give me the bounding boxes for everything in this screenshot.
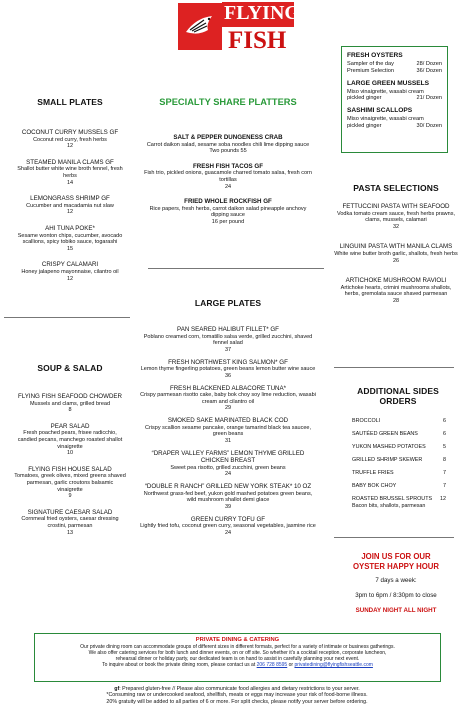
side-price: 8 <box>443 457 446 463</box>
oyster-section-title: FRESH OYSTERS <box>347 52 403 59</box>
happy-hour-line1: JOIN US FOR OUR <box>361 552 431 561</box>
pasta-section <box>334 183 458 318</box>
side-description: Bacon bits, shallots, parmesan <box>352 502 426 509</box>
item-description: Lemon thyme fingerling potatoes, green beans lemon butter wine sauce <box>140 366 316 373</box>
oyster-row <box>347 68 442 75</box>
item-name: LEMONGRASS SHRIMP GF <box>30 195 110 203</box>
item-name: GREEN CURRY TOFU GF <box>190 515 266 523</box>
oyster-row <box>347 95 442 102</box>
private-dining-title: PRIVATE DINING & CATERING <box>195 637 280 643</box>
side-name: YUKON MASHED POTATOES <box>352 444 426 450</box>
item-name: SALT & PEPPER DUNGENESS CRAB <box>173 134 283 141</box>
soup-salad-section <box>14 363 126 545</box>
menu-item <box>14 423 126 457</box>
oyster-box <box>341 46 448 153</box>
menu-item <box>140 385 316 412</box>
sides-title: ADDITIONAL SIDES ORDERS <box>357 386 439 406</box>
item-price: 37 <box>224 346 232 353</box>
side-item <box>352 431 446 438</box>
item-price: 36 <box>224 372 232 379</box>
raw-food-warning: *Consuming raw or undercooked seafood, shellfish, meats or eggs may increase your risk of food-borne illness. <box>106 692 368 699</box>
pasta-title: PASTA SELECTIONS <box>353 183 439 193</box>
item-price: Two pounds 55 <box>209 148 247 155</box>
item-name: CRISPY CALAMARI <box>41 261 99 269</box>
item-price: 29 <box>224 405 232 412</box>
private-dining-contact <box>41 662 434 668</box>
oyster-row <box>347 61 442 68</box>
item-price: 39 <box>224 504 232 510</box>
private-dining-line: We also offer catering services for both lunch and dinner events, on or off site. So whether it’s a cocktail reception, corporate luncheon, <box>88 650 387 656</box>
item-price: 12 <box>66 209 74 216</box>
oyster-section-title: LARGE GREEN MUSSELS <box>347 79 430 87</box>
private-dining-line: rehearsal dinner or holiday party, our dedicated team is on hand to assist in carefully planning your next event. <box>115 656 360 662</box>
menu-item <box>14 159 126 186</box>
side-row <box>352 418 446 425</box>
divider <box>334 367 454 368</box>
side-item <box>352 457 446 464</box>
large-plates-section <box>140 298 316 542</box>
item-name: SIGNATURE CAESAR SALAD <box>27 508 113 516</box>
side-name: BABY BOK CHOY <box>352 483 397 489</box>
item-name: FRIED WHOLE ROCKFISH GF <box>184 198 272 206</box>
side-item <box>352 444 446 451</box>
item-price: 8 <box>68 407 72 414</box>
item-description: Poblano creamed corn, tomatillo salsa verde, grilled zucchini, shaved fennel salad <box>143 333 313 347</box>
soup-salad-title: SOUP & SALAD <box>37 363 103 373</box>
item-price: 24 <box>224 183 232 190</box>
happy-hour-sunday: SUNDAY NIGHT ALL NIGHT <box>355 607 437 614</box>
item-description: Honey jalapeno mayonnaise, cilantro oil <box>21 268 119 275</box>
side-name: GRILLED SHRIMP SKEWER <box>352 457 423 463</box>
item-description: Artichoke hearts, crimini mushrooms shallots, herbs, gremolata sauce shaved parmesan <box>340 284 452 298</box>
specialty-title: SPECIALTY SHARE PLATTERS <box>159 97 297 107</box>
item-name: STEAMED MANILA CLAMS GF <box>26 158 114 166</box>
menu-item <box>140 163 316 190</box>
menu-item <box>140 516 316 537</box>
menu-item <box>14 466 126 500</box>
menu-item <box>140 417 316 444</box>
item-description: Vodka tomato cream sauce, fresh herbs prawns, clams, mussels, calamari <box>336 210 455 224</box>
item-name: FLYING FISH HOUSE SALAD <box>28 465 112 473</box>
menu-item <box>334 277 458 304</box>
bottom-notes <box>20 686 454 705</box>
item-description: Lightly fried tofu, coconut green curry, seasonal vegetables, jasmine rice <box>140 523 316 530</box>
divider <box>148 268 324 269</box>
large-plates-title: LARGE PLATES <box>194 298 262 308</box>
item-description: Shallot butter white wine broth fennel, fresh herbs <box>17 166 123 179</box>
item-price: 15 <box>66 245 74 252</box>
item-price: 10 <box>66 450 74 457</box>
side-price: 5 <box>443 444 446 450</box>
item-name: FRESH NORTHWEST KING SALMON* GF <box>168 358 288 366</box>
oyster-row-label: Miso vinaigrette, wasabi cream <box>347 88 424 95</box>
oyster-row <box>347 123 442 130</box>
oyster-row-price: 36/ Dozen <box>416 67 442 74</box>
menu-item <box>334 203 458 230</box>
item-description: Sweet pea risotto, grilled zucchini, green beans <box>170 464 286 471</box>
menu-item <box>140 134 316 155</box>
item-description: Carrot daikon salad, sesame soba noodles chili lime dipping sauce <box>146 141 310 148</box>
side-name: ROASTED BRUSSEL SPROUTS <box>352 496 433 502</box>
item-price: 14 <box>66 179 74 186</box>
divider <box>4 317 130 318</box>
happy-hour-section <box>334 552 458 614</box>
item-name: COCONUT CURRY MUSSELS GF <box>21 129 119 136</box>
side-price: 6 <box>443 431 446 437</box>
private-dining-box <box>34 633 441 682</box>
item-description: Mussels and clams, grilled bread <box>29 400 111 407</box>
item-description: Northwest grass-fed beef, yukon gold mashed potatoes green beans, wild mushroom shallot demi glace <box>143 490 313 504</box>
item-name: FETTUCCINI PASTA WITH SEAFOOD <box>342 203 450 210</box>
item-price: 24 <box>224 471 232 478</box>
item-name: LINGUINI PASTA WITH MANILA CLAMS <box>339 243 453 251</box>
side-row <box>352 457 446 464</box>
item-price: 16 per pound <box>211 218 245 225</box>
flying-fish-logo <box>178 0 300 78</box>
side-row <box>352 483 446 490</box>
logo-word-fish: FISH <box>228 27 287 54</box>
menu-item <box>140 198 316 225</box>
oyster-row-label: Miso vinaigrette, wasabi cream <box>347 116 424 123</box>
item-description: Cornmeal fried oysters, caesar dressing crostini, parmesan <box>21 516 119 529</box>
item-description: Cucumber and macadamia nut slaw <box>26 202 114 209</box>
divider <box>334 537 454 538</box>
item-description: Coconut red curry, fresh herbs <box>33 136 107 143</box>
logo-word-flying: FLYING <box>224 2 300 24</box>
side-row <box>352 496 446 503</box>
menu-item <box>140 359 316 380</box>
menu-item <box>14 225 126 252</box>
item-name: PAN SEARED HALIBUT FILLET* GF <box>177 326 279 333</box>
item-description: Crispy parmesan risotto cake, baby bok choy soy lime reduction, wasabi cream and cilantro oil <box>140 392 316 405</box>
item-name: FLYING FISH SEAFOOD CHOWDER <box>17 393 123 400</box>
item-description: Crispy scallion sesame pancake, orange tamarind black tea saucee, green beans <box>144 424 311 438</box>
menu-item <box>14 129 126 150</box>
item-name: “DOUBLE R RANCH” GRILLED NEW YORK STEAK* 10 OZ <box>144 483 312 491</box>
item-description: Sesame wonton chips, cucumber, avocado scallions, spicy tobiko sauce, togarashi <box>17 232 123 246</box>
item-price: 13 <box>66 529 74 536</box>
side-item <box>352 496 446 509</box>
item-name: FRESH BLACKENED ALBACORE TUNA* <box>169 384 287 392</box>
oyster-row-price: 30/ Dozen <box>416 122 442 129</box>
item-description: Fresh poached pears, frisee radicchio, candied pecans, manchego roasted shallot vinaigrette <box>17 430 123 450</box>
menu-item <box>140 483 316 510</box>
item-price: 12 <box>66 275 74 282</box>
item-price: 12 <box>66 143 74 150</box>
item-name: PEAR SALAD <box>50 422 90 430</box>
side-price: 12 <box>440 496 446 502</box>
side-item <box>352 470 446 477</box>
item-price: 32 <box>392 223 400 230</box>
side-item <box>352 483 446 490</box>
oyster-row-price: 21/ Dozen <box>416 95 442 102</box>
oyster-row-label: pickled ginger <box>347 95 382 102</box>
oyster-row-label: pickled ginger <box>347 122 382 129</box>
sides-section <box>342 386 454 509</box>
oyster-row <box>347 116 442 123</box>
menu-item <box>14 261 126 282</box>
side-name: SAUTÉED GREEN BEANS <box>352 431 418 437</box>
side-price: 6 <box>443 418 446 424</box>
item-name: ARTICHOKE MUSHROOM RAVIOLI <box>345 277 447 285</box>
item-name: “DRAPER VALLEY FARMS” LEMON THYME GRILLED CHICKEN BREAST <box>151 449 305 465</box>
oyster-row-price: 28/ Dozen <box>416 61 442 67</box>
item-description: Rice papers, fresh herbs, carrot daikon salad pineapple anchovy dipping sauce <box>149 205 307 219</box>
side-row <box>352 444 446 451</box>
private-dining-line: Our private dining room can accommodate groups of different sizes in different formats, perfect for a variety of intimate or business gatherings. <box>80 644 395 650</box>
item-price: 26 <box>392 257 400 264</box>
item-price: 24 <box>224 529 232 536</box>
gf-label: gf <box>114 686 120 692</box>
contact-text: To inquire about or book the private dining room, please contact us at <box>102 662 257 668</box>
item-name: SMOKED SAKE MARINATED BLACK COD <box>167 417 289 425</box>
item-price: 9 <box>68 493 72 500</box>
item-name: FRESH FISH TACOS GF <box>192 162 263 170</box>
side-price: 7 <box>443 470 446 476</box>
item-price: 31 <box>224 437 232 444</box>
menu-item <box>334 243 458 264</box>
item-description: Tomatoes, greek olives, mixed greens shaved parmesan, garlic croutons balsamic vinaigrette <box>14 473 126 493</box>
side-name: TRUFFLE FRIES <box>352 470 394 476</box>
fish-logo-icon <box>184 10 216 42</box>
side-row <box>352 431 446 438</box>
happy-hour-line2: OYSTER HAPPY HOUR <box>352 561 440 571</box>
oyster-row-label: Sampler of the day <box>347 61 394 67</box>
happy-hour-line3: 7 days a week: <box>375 577 417 584</box>
side-item <box>352 418 446 425</box>
side-price: 7 <box>443 483 446 489</box>
email-link[interactable]: privatedining@flyingfishseattle.com <box>294 662 373 668</box>
menu-item <box>14 393 126 414</box>
small-plates-section <box>14 97 126 291</box>
side-name: BROCCOLI <box>352 418 381 424</box>
contact-or: or <box>287 662 295 668</box>
item-price: 28 <box>392 297 400 304</box>
item-description: Fish trio, pickled onions, guacamole charred tomato salsa, fresh corn tortillas <box>144 170 312 183</box>
happy-hour-times: 3pm to 6pm / 8:30pm to close <box>355 592 437 599</box>
oyster-row <box>347 89 442 96</box>
gf-text: : Prepared gluten-free // Please also communicate food allergies and dietary restrictions to your server. <box>119 686 360 692</box>
menu-item <box>140 450 316 478</box>
gratuity-note: 20% gratuity will be added to all parties of 6 or more. For split checks, please notify your server before ordering. <box>106 698 368 705</box>
item-description: White wine butter broth garlic, shallots, fresh herbs <box>334 250 458 257</box>
oyster-row-label: Premium Selection <box>347 67 394 74</box>
phone-link[interactable]: 206 728 8595 <box>256 662 288 668</box>
small-plates-title: SMALL PLATES <box>37 97 103 107</box>
oyster-section-title: SASHIMI SCALLOPS <box>347 107 413 115</box>
side-row <box>352 470 446 477</box>
menu-item <box>14 195 126 216</box>
item-name: AHI TUNA POKE* <box>45 224 95 232</box>
specialty-section <box>140 97 316 234</box>
menu-item <box>140 326 316 353</box>
menu-item <box>14 509 126 536</box>
